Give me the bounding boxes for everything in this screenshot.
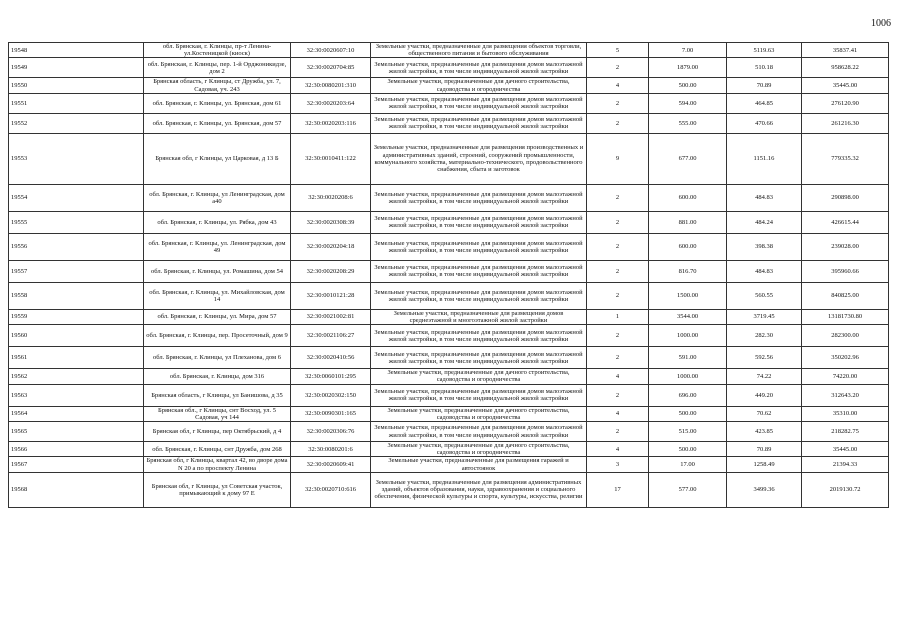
cadastral-value-cell: 13181730.80 [802, 309, 889, 324]
specific-value-cell: 510.18 [727, 58, 802, 78]
group-cell: 5 [587, 43, 649, 58]
row-number: 19552 [9, 113, 144, 133]
cadastral-number-cell: 32:30:0020609:41 [291, 457, 371, 472]
row-number: 19564 [9, 406, 144, 421]
cadastral-number-cell: 32:30:0080201:6 [291, 442, 371, 457]
row-number: 19548 [9, 43, 144, 58]
table-row [9, 260, 889, 282]
table-row [9, 233, 889, 260]
specific-value-cell: 5119.63 [727, 43, 802, 58]
group-cell: 2 [587, 211, 649, 233]
table-body [9, 43, 889, 508]
cadastral-number-cell: 32:30:0020704:85 [291, 58, 371, 78]
cadastral-value-cell: 840825.00 [802, 282, 889, 309]
row-number: 19557 [9, 260, 144, 282]
address-cell: обл. Брянская, г. Клинцы, пер. 1-й Орджоникидзе, дом 2 [144, 58, 291, 78]
specific-value-cell: 70.89 [727, 78, 802, 93]
group-cell: 3 [587, 457, 649, 472]
cadastral-value-cell: 290898.00 [802, 184, 889, 211]
group-cell: 2 [587, 384, 649, 406]
cadastral-number-cell: 32:30:0080201:310 [291, 78, 371, 93]
address-cell: обл. Брянская, г. Клинцы, снт Дружба, дом 268 [144, 442, 291, 457]
address-cell: обл. Брянская, г. Клинцы, ул. Брянская, дом 57 [144, 113, 291, 133]
cadastral-number-cell: 32:30:0020410:56 [291, 347, 371, 369]
land-use-cell: Земельные участки, предназначенные для размещения домов малоэтажной жилой застройки, в том числе индивидуальной жилой застройки [371, 282, 587, 309]
land-use-cell: Земельные участки, предназначенные для размещения административных зданий, объектов образования, науки, здравоохранения и социального обеспечения, физической культуры и спорта, культуры, искусства, религии [371, 472, 587, 507]
address-cell: Брянская область, г Клинцы, ст Дружба, ул. 7, Садовая, уч. 243 [144, 78, 291, 93]
address-cell: Брянская область, г Клинцы, ул Банишова, д 35 [144, 384, 291, 406]
table-row [9, 472, 889, 507]
land-use-cell: Земельные участки, предназначенные для размещения домов малоэтажной жилой застройки, в том числе индивидуальной жилой застройки [371, 58, 587, 78]
row-number: 19550 [9, 78, 144, 93]
cadastral-number-cell: 32:30:0020710:616 [291, 472, 371, 507]
cadastral-number-cell: 32:30:0020302:150 [291, 384, 371, 406]
cadastral-value-cell: 21394.33 [802, 457, 889, 472]
group-cell: 9 [587, 133, 649, 184]
address-cell: обл. Брянская, г. Клинцы, ул. Ленинградская, дом 49 [144, 233, 291, 260]
row-number: 19559 [9, 309, 144, 324]
land-use-cell: Земельные участки, предназначенные для размещения домов малоэтажной жилой застройки, в том числе индивидуальной жилой застройки [371, 325, 587, 347]
group-cell: 2 [587, 113, 649, 133]
table-row [9, 384, 889, 406]
cadastral-value-cell: 350202.96 [802, 347, 889, 369]
group-cell: 2 [587, 93, 649, 113]
group-cell: 2 [587, 282, 649, 309]
land-use-cell: Земельные участки, предназначенные для размещения домов малоэтажной жилой застройки, в том числе индивидуальной жилой застройки [371, 422, 587, 442]
cadastral-value-cell: 35837.41 [802, 43, 889, 58]
area-cell: 591.00 [649, 347, 727, 369]
address-cell: обл. Брянская, г. Клинцы, ул Плеханова, дом 6 [144, 347, 291, 369]
area-cell: 577.00 [649, 472, 727, 507]
land-use-cell: Земельные участки, предназначенные для размещения домов малоэтажной жилой застройки, в том числе индивидуальной жилой застройки [371, 184, 587, 211]
land-use-cell: Земельные участки, предназначенные для дачного строительства, садоводства и огородничества [371, 406, 587, 421]
address-cell: обл. Брянская, г. Клинцы, ул. Михайловская, дом 14 [144, 282, 291, 309]
cadastral-number-cell: 32:30:0010121:28 [291, 282, 371, 309]
area-cell: 677.00 [649, 133, 727, 184]
table-row [9, 422, 889, 442]
cadastral-number-cell: 32:30:0021002:81 [291, 309, 371, 324]
table-row [9, 282, 889, 309]
specific-value-cell: 560.55 [727, 282, 802, 309]
land-use-cell: Земельные участки, предназначенные для размещения домов среднеэтажной и многоэтажной жилой застройки [371, 309, 587, 324]
group-cell: 2 [587, 325, 649, 347]
cadastral-value-cell: 2019130.72 [802, 472, 889, 507]
row-number: 19560 [9, 325, 144, 347]
cadastral-value-cell: 282300.00 [802, 325, 889, 347]
group-cell: 2 [587, 184, 649, 211]
land-use-cell: Земельные участки, предназначенные для размещения домов малоэтажной жилой застройки, в том числе индивидуальной жилой застройки [371, 347, 587, 369]
table-row [9, 325, 889, 347]
row-number: 19558 [9, 282, 144, 309]
address-cell: обл. Брянская, г. Клинцы, ул. Ромашина, дом 54 [144, 260, 291, 282]
page-number: 1006 [871, 18, 891, 29]
group-cell: 2 [587, 260, 649, 282]
cadastral-value-cell: 779335.32 [802, 133, 889, 184]
area-cell: 600.00 [649, 184, 727, 211]
cadastral-value-cell: 35445.00 [802, 442, 889, 457]
specific-value-cell: 282.30 [727, 325, 802, 347]
group-cell: 2 [587, 347, 649, 369]
cadastral-number-cell: 32:30:0020208:6 [291, 184, 371, 211]
cadastral-value-cell: 218282.75 [802, 422, 889, 442]
table-row [9, 369, 889, 384]
land-use-cell: Земельные участки, предназначенные для размещения домов малоэтажной жилой застройки, в том числе индивидуальной жилой застройки [371, 93, 587, 113]
row-number: 19563 [9, 384, 144, 406]
row-number: 19561 [9, 347, 144, 369]
address-cell: обл. Брянская, г. Клинцы, ул. Рябка, дом 43 [144, 211, 291, 233]
area-cell: 594.00 [649, 93, 727, 113]
row-number: 19551 [9, 93, 144, 113]
area-cell: 1879.00 [649, 58, 727, 78]
cadastral-number-cell: 32:30:0021106:27 [291, 325, 371, 347]
group-cell: 4 [587, 78, 649, 93]
address-cell: Брянская обл, г Клинцы, квартал 42, во дворе дома N 20 а по проспекту Ленина [144, 457, 291, 472]
cadastral-value-cell: 426615.44 [802, 211, 889, 233]
land-use-cell: Земельные участки, предназначенные для размещения домов малоэтажной жилой застройки, в том числе индивидуальной жилой застройки [371, 260, 587, 282]
cadastral-value-cell: 958628.22 [802, 58, 889, 78]
group-cell: 17 [587, 472, 649, 507]
area-cell: 3544.00 [649, 309, 727, 324]
area-cell: 1500.00 [649, 282, 727, 309]
area-cell: 816.70 [649, 260, 727, 282]
row-number: 19568 [9, 472, 144, 507]
table-row [9, 43, 889, 58]
land-use-cell: Земельные участки, предназначенные для размещения домов малоэтажной жилой застройки, в том числе индивидуальной жилой застройки [371, 384, 587, 406]
table-row [9, 133, 889, 184]
row-number: 19566 [9, 442, 144, 457]
specific-value-cell: 398.38 [727, 233, 802, 260]
land-use-cell: Земельные участки, предназначенные для размещения домов малоэтажной жилой застройки, в том числе индивидуальной жилой застройки [371, 211, 587, 233]
cadastral-number-cell: 32:30:0020204:18 [291, 233, 371, 260]
row-number: 19549 [9, 58, 144, 78]
specific-value-cell: 70.89 [727, 442, 802, 457]
specific-value-cell: 484.83 [727, 260, 802, 282]
table-row [9, 58, 889, 78]
cadastral-number-cell: 32:30:0060101:295 [291, 369, 371, 384]
area-cell: 500.00 [649, 78, 727, 93]
address-cell: обл. Брянская, г. Клинцы, ул Ленинградская, дом а40 [144, 184, 291, 211]
row-number: 19562 [9, 369, 144, 384]
address-cell: Брянская обл, г Клинцы, ул Царковая, д 13 Б [144, 133, 291, 184]
row-number: 19565 [9, 422, 144, 442]
area-cell: 881.00 [649, 211, 727, 233]
table-row [9, 78, 889, 93]
cadastral-number-cell: 32:30:0010411:122 [291, 133, 371, 184]
cadastral-number-cell: 32:30:0020306:76 [291, 422, 371, 442]
area-cell: 600.00 [649, 233, 727, 260]
cadastral-number-cell: 32:30:0020607:10 [291, 43, 371, 58]
table-row [9, 457, 889, 472]
row-number: 19554 [9, 184, 144, 211]
address-cell: обл. Брянская, г. Клинцы, пер. Просеточный, дом 9 [144, 325, 291, 347]
address-cell: Брянская обл, г Клинцы, пер Октябрьский, д 4 [144, 422, 291, 442]
land-use-cell: Земельные участки, предназначенные для дачного строительства, садоводства и огородничества [371, 78, 587, 93]
land-use-cell: Земельные участки, предназначенные для размещения домов малоэтажной жилой застройки, в том числе индивидуальной жилой застройки [371, 233, 587, 260]
group-cell: 1 [587, 309, 649, 324]
area-cell: 696.00 [649, 384, 727, 406]
specific-value-cell: 3499.36 [727, 472, 802, 507]
cadastral-number-cell: 32:30:0020203:64 [291, 93, 371, 113]
address-cell: обл. Брянская, г. Клинцы, пр-т Ленина-ул.Костеницкой (киоск) [144, 43, 291, 58]
group-cell: 4 [587, 369, 649, 384]
table-row [9, 184, 889, 211]
table-row [9, 442, 889, 457]
cadastral-value-cell: 276120.90 [802, 93, 889, 113]
cadastral-value-cell: 239028.00 [802, 233, 889, 260]
cadastral-number-cell: 32:30:0020308:39 [291, 211, 371, 233]
specific-value-cell: 592.56 [727, 347, 802, 369]
cadastral-value-cell: 35310.00 [802, 406, 889, 421]
group-cell: 2 [587, 58, 649, 78]
area-cell: 555.00 [649, 113, 727, 133]
area-cell: 17.00 [649, 457, 727, 472]
specific-value-cell: 1151.16 [727, 133, 802, 184]
group-cell: 4 [587, 406, 649, 421]
address-cell: Брянская обл, г Клинцы, ул Советская участок, примыкающий к дому 97 Е [144, 472, 291, 507]
address-cell: Брянская обл., г Клинцы, снт Восход, ул. 5 Садовая, уч 144 [144, 406, 291, 421]
table-row [9, 113, 889, 133]
specific-value-cell: 74.22 [727, 369, 802, 384]
land-use-cell: Земельные участки, предназначенные для размещения домов малоэтажной жилой застройки, в том числе индивидуальной жилой застройки [371, 113, 587, 133]
specific-value-cell: 3719.45 [727, 309, 802, 324]
land-use-cell: Земельные участки, предназначенные для размещения гаражей и автостоянок [371, 457, 587, 472]
row-number: 19556 [9, 233, 144, 260]
area-cell: 515.00 [649, 422, 727, 442]
specific-value-cell: 464.85 [727, 93, 802, 113]
table-row [9, 347, 889, 369]
land-use-cell: Земельные участки, предназначенные для дачного строительства, садоводства и огородничества [371, 442, 587, 457]
group-cell: 4 [587, 442, 649, 457]
table-row [9, 211, 889, 233]
cadastral-value-cell: 74220.00 [802, 369, 889, 384]
cadastral-value-cell: 312643.20 [802, 384, 889, 406]
cadastral-value-cell: 35445.00 [802, 78, 889, 93]
specific-value-cell: 484.83 [727, 184, 802, 211]
area-cell: 500.00 [649, 442, 727, 457]
group-cell: 2 [587, 422, 649, 442]
area-cell: 1000.00 [649, 369, 727, 384]
specific-value-cell: 449.20 [727, 384, 802, 406]
specific-value-cell: 423.85 [727, 422, 802, 442]
table-row [9, 93, 889, 113]
land-use-cell: Земельные участки, предназначенные для размещения производственных и административных зданий, строений, сооружений промышленности, коммунального хозяйства, материально-технического, продовольственного снабжения, сбыта и заготовок [371, 133, 587, 184]
cadastral-value-cell: 395960.66 [802, 260, 889, 282]
row-number: 19555 [9, 211, 144, 233]
group-cell: 2 [587, 233, 649, 260]
cadastral-number-cell: 32:30:0020203:116 [291, 113, 371, 133]
cadastral-value-cell: 261216.30 [802, 113, 889, 133]
specific-value-cell: 70.62 [727, 406, 802, 421]
address-cell: обл. Брянская, г. Клинцы, ул. Мира, дом 57 [144, 309, 291, 324]
specific-value-cell: 484.24 [727, 211, 802, 233]
specific-value-cell: 1258.49 [727, 457, 802, 472]
cadastral-number-cell: 32:30:0020208:29 [291, 260, 371, 282]
row-number: 19553 [9, 133, 144, 184]
address-cell: обл. Брянская, г. Клинцы, дом 316 [144, 369, 291, 384]
specific-value-cell: 470.66 [727, 113, 802, 133]
cadastral-number-cell: 32:30:0090301:165 [291, 406, 371, 421]
row-number: 19567 [9, 457, 144, 472]
land-use-cell: Земельные участки, предназначенные для дачного строительства, садоводства и огородничества [371, 369, 587, 384]
table-row [9, 309, 889, 324]
address-cell: обл. Брянская, г. Клинцы, ул. Брянская, дом 61 [144, 93, 291, 113]
land-use-cell: Земельные участки, предназначенные для размещения объектов торговли, общественного питания и бытового обслуживания [371, 43, 587, 58]
area-cell: 500.00 [649, 406, 727, 421]
table-row [9, 406, 889, 421]
area-cell: 1000.00 [649, 325, 727, 347]
area-cell: 7.00 [649, 43, 727, 58]
cadastral-register-table [8, 42, 889, 508]
